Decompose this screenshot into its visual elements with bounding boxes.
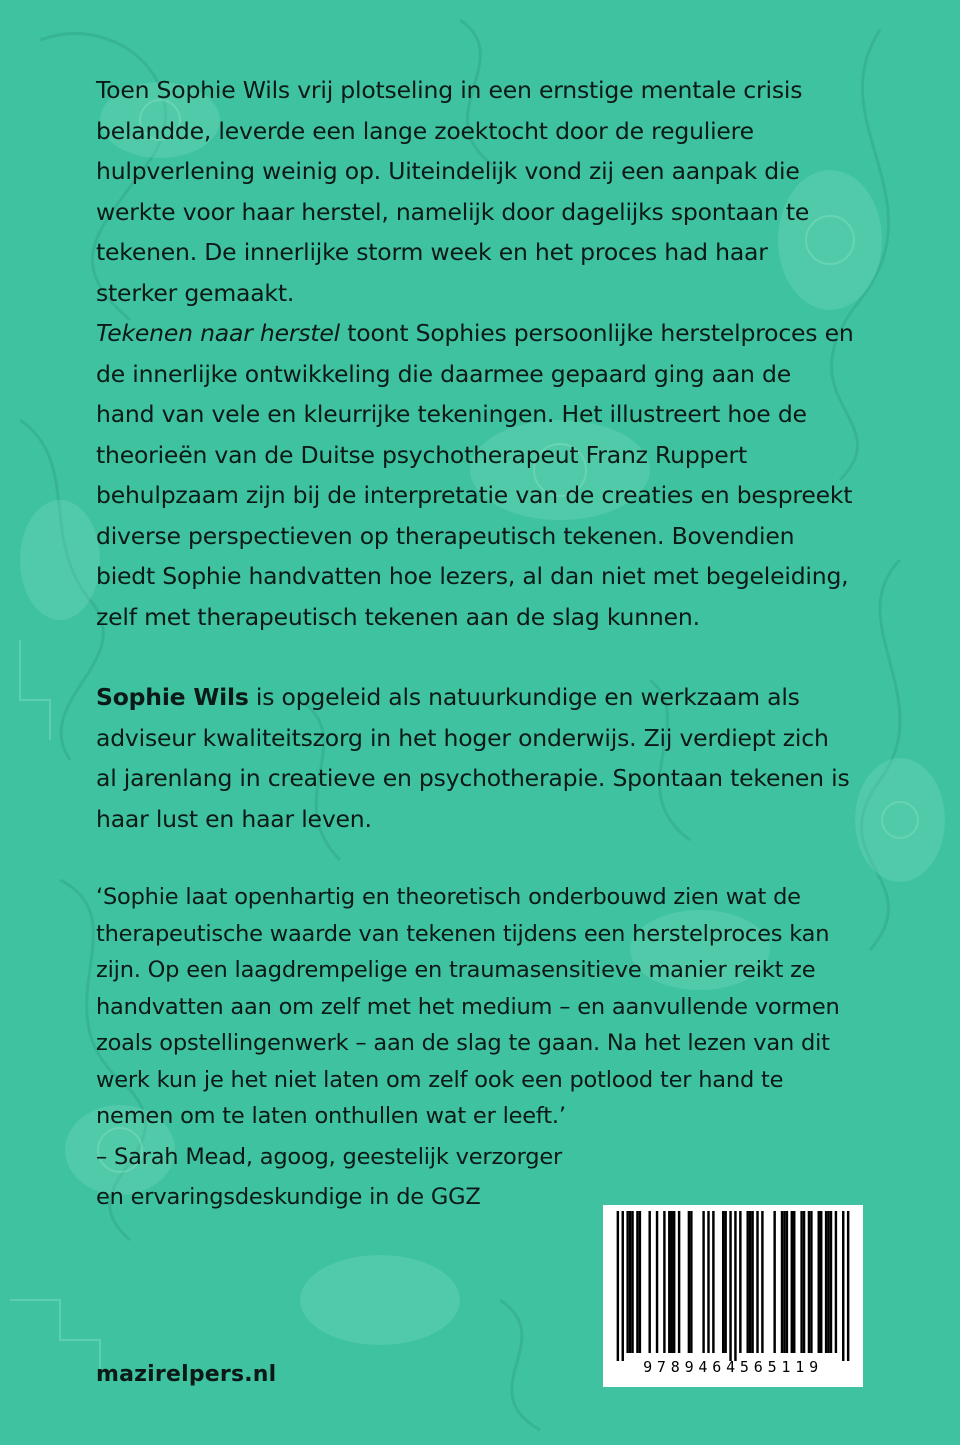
barcode-bar bbox=[820, 1211, 822, 1353]
book-description-text: toont Sophies persoonlijke herstelproces en de innerlijke ontwikkeling die daarmee gepaard ging aan de hand van vele en kleurrijke tekeningen. Het illustreert hoe de theorieën van de Duitse psychotherapeut Franz Ruppert behulpzaam zijn bij de interpretatie van de creaties en bespreekt diverse perspectieven op therapeutisch tekenen. Bovendien biedt Sophie handvatten hoe lezers, al dan niet met begeleiding, zelf met therapeutisch tekenen aan de slag kunnen. bbox=[96, 319, 854, 631]
barcode-bar bbox=[639, 1211, 641, 1353]
barcode-bar bbox=[622, 1211, 624, 1361]
barcode-bar bbox=[830, 1211, 832, 1353]
barcode-bar bbox=[656, 1211, 658, 1353]
barcode-bar bbox=[734, 1211, 736, 1361]
barcode-bar bbox=[636, 1211, 638, 1353]
barcode-bar bbox=[781, 1211, 783, 1353]
barcode-bar bbox=[818, 1211, 820, 1353]
barcode-bar bbox=[690, 1211, 692, 1353]
barcode-bar bbox=[842, 1211, 844, 1361]
barcode-bar bbox=[773, 1211, 775, 1353]
book-title: Tekenen naar herstel bbox=[96, 319, 340, 347]
back-cover-text bbox=[96, 70, 856, 1216]
publisher-website: mazirelpers.nl bbox=[96, 1362, 277, 1387]
isbn-digits: 9789464565119 bbox=[643, 1358, 823, 1376]
barcode-bar bbox=[712, 1211, 714, 1353]
quote-attribution-line-2: en ervaringsdeskundige in de GGZ bbox=[96, 1184, 481, 1210]
endorsement-quote bbox=[96, 879, 856, 1216]
book-description-paragraph bbox=[96, 313, 856, 637]
author-name: Sophie Wils bbox=[96, 683, 249, 711]
barcode-bar bbox=[803, 1211, 805, 1353]
barcode-bar bbox=[835, 1211, 837, 1353]
barcode-bar bbox=[800, 1211, 802, 1353]
barcode-bar bbox=[825, 1211, 827, 1353]
barcode-bar bbox=[722, 1211, 724, 1353]
isbn-barcode bbox=[603, 1205, 863, 1387]
barcode-bar bbox=[783, 1211, 785, 1353]
author-bio-text: is opgeleid als natuurkundige en werkzaam als adviseur kwaliteitszorg in het hoger onderwijs. Zij verdiept zich al jarenlang in creatieve en psychotherapie. Spontaan tekenen is haar lust en haar leven. bbox=[96, 683, 850, 833]
barcode-bar bbox=[847, 1211, 849, 1361]
barcode-bar bbox=[786, 1211, 788, 1353]
barcode-bar bbox=[793, 1211, 795, 1353]
barcode-bar bbox=[631, 1211, 633, 1353]
barcode-bar bbox=[729, 1211, 731, 1361]
barcode-bar bbox=[749, 1211, 751, 1353]
barcode-bar bbox=[707, 1211, 709, 1353]
barcode-bar bbox=[688, 1211, 690, 1353]
intro-paragraph: Toen Sophie Wils vrij plotseling in een ernstige mentale crisis belandde, leverde een lange zoektocht door de reguliere hulpverlening weinig op. Uiteindelijk vond zij een aanpak die werkte voor haar herstel, namelijk door dagelijks spontaan te tekenen. De innerlijke storm week en het proces had haar sterker gemaakt. bbox=[96, 76, 810, 307]
quote-attribution-line-1: – Sarah Mead, agoog, geestelijk verzorger bbox=[96, 1143, 563, 1170]
barcode-bar bbox=[648, 1211, 650, 1353]
barcode-bar bbox=[673, 1211, 675, 1353]
barcode-bar bbox=[827, 1211, 829, 1353]
barcode-bar bbox=[702, 1211, 704, 1353]
barcode-bar bbox=[668, 1211, 670, 1353]
barcode-bar bbox=[756, 1211, 758, 1353]
barcode-bar bbox=[617, 1211, 619, 1361]
barcode-bar bbox=[671, 1211, 673, 1353]
barcode-bar bbox=[746, 1211, 748, 1353]
barcode-bar bbox=[629, 1211, 631, 1353]
barcode-bar bbox=[739, 1211, 741, 1353]
barcode-bar bbox=[810, 1211, 812, 1353]
author-bio bbox=[96, 677, 856, 839]
barcode-bar bbox=[626, 1211, 628, 1353]
barcode-bar bbox=[724, 1211, 726, 1353]
barcode-bar bbox=[663, 1211, 665, 1353]
barcode-bar bbox=[808, 1211, 810, 1353]
barcode-bar bbox=[761, 1211, 763, 1353]
barcode-bar bbox=[678, 1211, 680, 1353]
barcode-bar bbox=[791, 1211, 793, 1353]
quote-text: ‘Sophie laat openhartig en theoretisch onderbouwd zien wat de therapeutische waarde van tekenen tijdens een herstelproces kan zijn. Op een laagdrempelige en traumasensitieve manier reikt ze handvatten aan om zelf met het medium – en aanvullende vormen zoals opstellingenwerk – aan de slag te gaan. Na het lezen van dit werk kun je het niet laten om zelf ook een potlood ter hand te nemen om te laten onthullen wat er leeft.’ bbox=[96, 884, 840, 1129]
barcode-bar bbox=[751, 1211, 753, 1353]
